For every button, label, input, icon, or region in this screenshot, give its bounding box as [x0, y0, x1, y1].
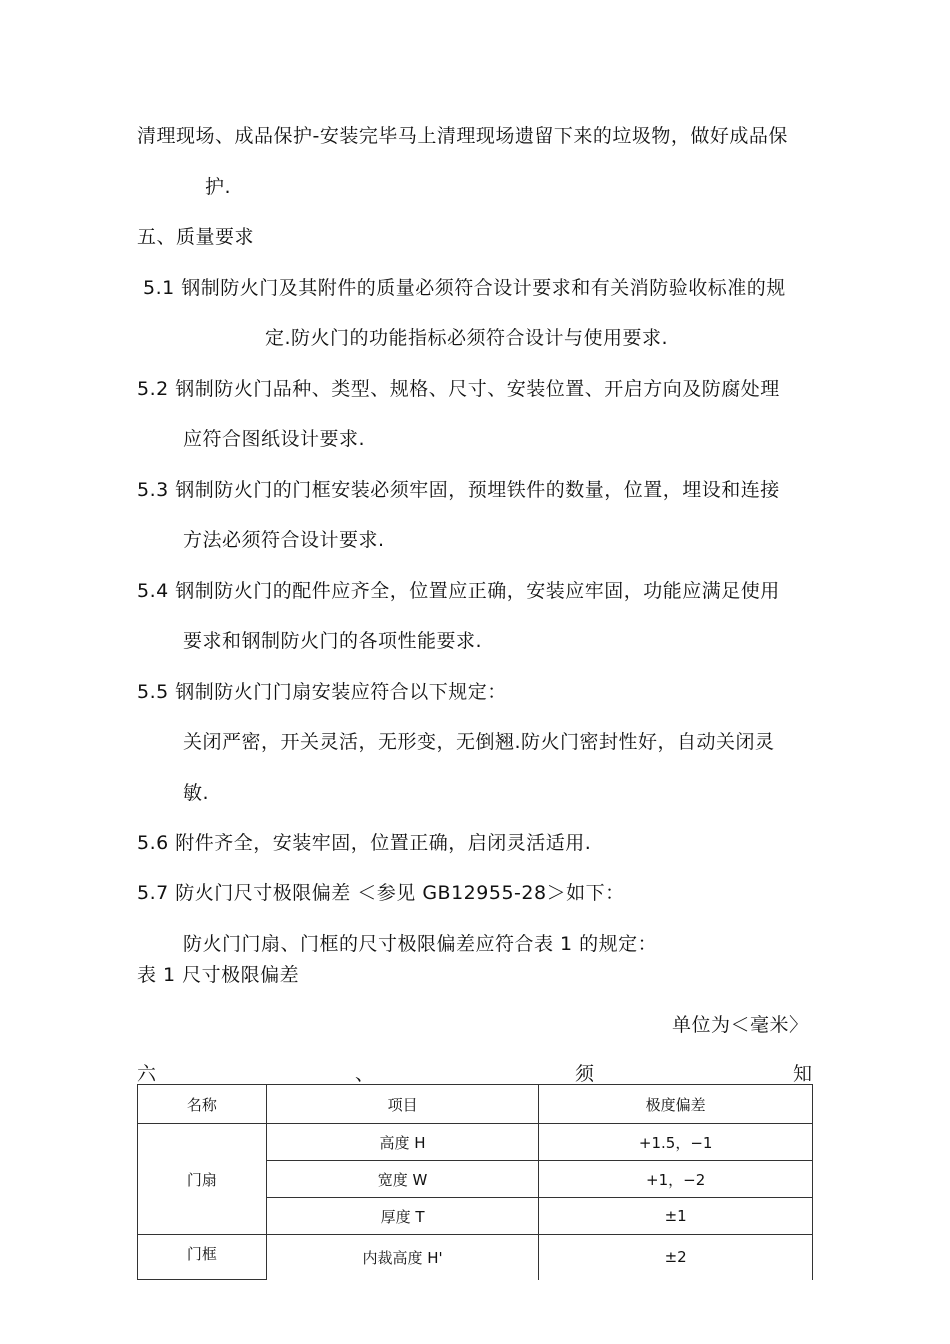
table-group-door-frame: 门框	[138, 1235, 267, 1280]
section-six-char-3: 须	[575, 1063, 595, 1085]
table-header-row	[138, 1085, 813, 1124]
table-cell-deviation: ±2	[539, 1235, 813, 1280]
table-header-item: 项目	[266, 1085, 539, 1124]
paragraph-cleanup-line2: 护.	[205, 176, 232, 198]
item-5-3-line1: 5.3 钢制防火门的门框安装必须牢固，预埋铁件的数量，位置，埋设和连接	[137, 479, 780, 501]
table-row	[138, 1235, 813, 1280]
table-cell-item: 宽度 W	[266, 1161, 539, 1198]
item-5-7: 5.7 防火门尺寸极限偏差 ＜参见 GB12955-28＞如下：	[137, 882, 625, 904]
deviation-table	[137, 1084, 813, 1280]
item-5-1-line2: 定.防火门的功能指标必须符合设计与使用要求.	[265, 327, 669, 349]
section-six-char-4: 知	[793, 1063, 813, 1085]
item-5-7-detail: 防火门门扇、门框的尺寸极限偏差应符合表 1 的规定：	[183, 933, 658, 955]
table-cell-item: 厚度 T	[266, 1198, 539, 1235]
table-cell-deviation: +1.5，−1	[539, 1124, 813, 1161]
item-5-2-line1: 5.2 钢制防火门品种、类型、规格、尺寸、安装位置、开启方向及防腐处理	[137, 378, 780, 400]
table-group-door-leaf: 门扇	[138, 1124, 267, 1235]
table-caption: 表 1 尺寸极限偏差	[137, 964, 300, 986]
table-header-name: 名称	[138, 1085, 267, 1124]
item-5-4-line1: 5.4 钢制防火门的配件应齐全，位置应正确，安装应牢固，功能应满足使用	[137, 580, 780, 602]
item-5-5-line3: 敏.	[183, 782, 210, 804]
table-cell-item: 高度 H	[266, 1124, 539, 1161]
section-six-char-2: 、	[355, 1063, 375, 1085]
table-cell-item: 内裁高度 H'	[266, 1235, 539, 1280]
item-5-6: 5.6 附件齐全，安装牢固，位置正确，启闭灵活适用.	[137, 832, 592, 854]
table-cell-deviation: ±1	[539, 1198, 813, 1235]
paragraph-cleanup-line1: 清理现场、成品保护-安装完毕马上清理现场遗留下来的垃圾物，做好成品保	[137, 125, 788, 147]
item-5-3-line2: 方法必须符合设计要求.	[183, 529, 385, 551]
item-5-4-line2: 要求和钢制防火门的各项性能要求.	[183, 630, 483, 652]
item-5-2-line2: 应符合图纸设计要求.	[183, 428, 366, 450]
table-header-deviation: 极度偏差	[539, 1085, 813, 1124]
item-5-5-line2: 关闭严密，开关灵活，无形变，无倒翘.防火门密封性好，自动关闭灵	[183, 731, 775, 753]
item-5-1-line1: 5.1 钢制防火门及其附件的质量必须符合设计要求和有关消防验收标准的规	[143, 277, 786, 299]
item-5-5-line1: 5.5 钢制防火门门扇安装应符合以下规定：	[137, 681, 507, 703]
table-cell-deviation: +1，−2	[539, 1161, 813, 1198]
table-row	[138, 1124, 813, 1161]
unit-note: 单位为＜毫米〉	[672, 1014, 809, 1036]
section-six-char-1: 六	[137, 1063, 157, 1085]
section-five-title: 五、质量要求	[137, 226, 255, 248]
